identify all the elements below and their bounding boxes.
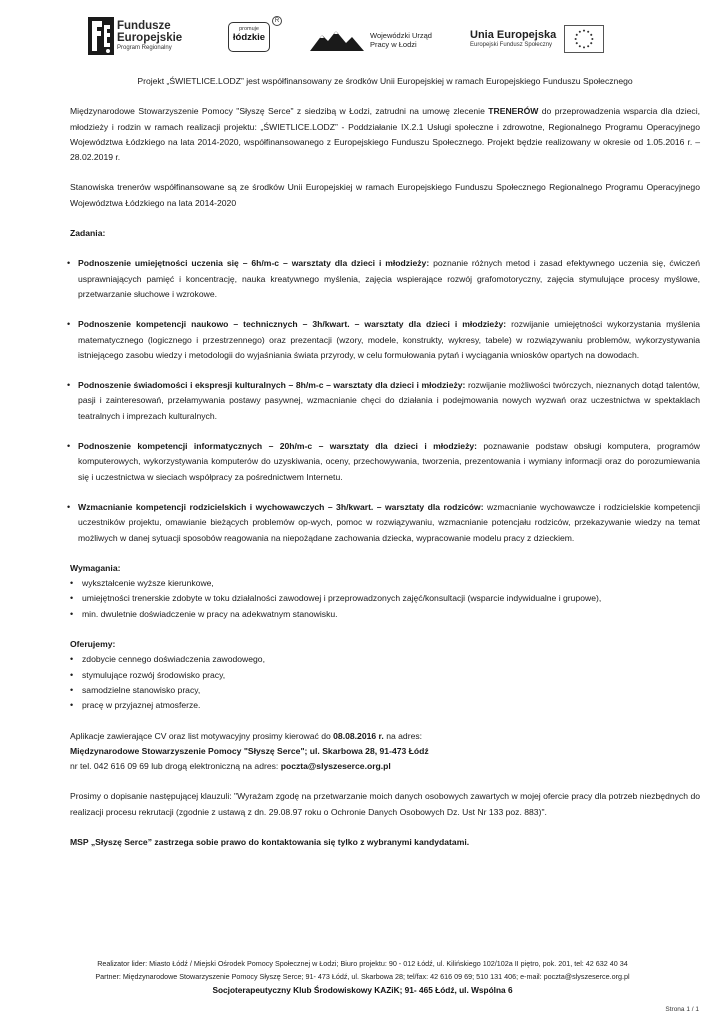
eu-logo	[470, 24, 604, 54]
fe-logo-line1: Fundusze	[117, 20, 171, 33]
task-description: rozwijanie umiejętności wykorzystania myślenia matematycznego (logicznego i przestrzennego) oraz prezentacji (wzory, modele, konstrukty, wykresy, tabele) w rozwiązywaniu problemów, wykorzystywania istniejącego zasobu wiedzy i metodologii do wyjaśniania świata przyrody, w celu formułowania pytań i wyciągania wniosków opartych na dowodach.	[78, 319, 700, 360]
task-description: poznanie różnych metod i zasad efektywnego uczenia się, ćwiczeń usprawniających pamięć i koncentrację, nauka kreatywnego myślenia, zajęcia wspierające rozwój grafomotoryczny, zajęcia stymulujące procesy myślowe, przetwarzanie słuchowe i wzrokowe.	[78, 258, 700, 299]
wup-lodz-logo	[310, 26, 432, 54]
task-title: Podnoszenie świadomości i ekspresji kulturalnych – 8h/m-c – warsztaty dla dzieci i młodzieży:	[78, 380, 466, 391]
requirement-text: umiejętności trenerskie zdobyte w toku działalności zawodowej i przeprowadzonych zajęć/konsultacji (wsparcie indywidualne i grupowe),	[82, 593, 602, 604]
fe-mark-icon	[88, 17, 114, 55]
footer-lead-realizer: Realizator lider: Miasto Łódź / Miejski Ośrodek Pomocy Społecznej w Łodzi; Biuro projektu: 90 - 012 Łódź, ul. Kilińskiego 102/102a II piętro, pok. 201, tel: 42 632 40 34	[97, 959, 628, 968]
task-item	[67, 317, 700, 363]
bullet: •	[70, 578, 74, 589]
bullet: •	[67, 441, 71, 452]
task-title: Wzmacnianie kompetencji rodzicielskich i wychowawczych – 3h/kwart. – warsztaty dla rodziców:	[78, 501, 484, 512]
funding-paragraph: Stanowiska trenerów współfinansowane są ze środków Unii Europejskiej w ramach Europejskiego Funduszu Społecznego Regionalnego Programu Operacyjnego Województwa Łódzkiego na lata 2014-2020	[70, 182, 700, 208]
task-description: poznawanie podstaw obsługi komputera, programów komputerowych, wykorzystywania komputerów do uzyskiwania, oceny, przechowywania, tworzenia, prezentowania i wymiany informacji oraz do porozumiewania się i uczestnictwa w sieciach współpracy za pośrednictwem Internetu.	[78, 441, 700, 482]
employer-text-start: Międzynarodowe Stowarzyszenie Pomocy "Słyszę Serce" z siedzibą w Łodzi, zatrudni na umowę zlecenie	[70, 106, 489, 117]
bullet: •	[70, 669, 74, 680]
bullet: •	[67, 501, 71, 512]
task-item	[67, 500, 700, 546]
task-description: rozwijanie możliwości twórczych, nieznanych dotąd talentów, pasji i zainteresowań, przełamywania postawy pasywnej, wzmacnianie chęci do działania i podejmowania nowych wyzwań oraz uczestnictwa w spektaklach teatralnych i imprezach kulturalnych.	[78, 380, 700, 421]
closing-note: MSP „Słyszę Serce” zastrzega sobie prawo do kontaktowania się tylko z wybranymi kandydatami.	[70, 836, 470, 847]
lodzkie-logo-box	[228, 22, 270, 52]
offer-item	[70, 652, 700, 667]
offer-heading: Oferujemy:	[70, 639, 116, 650]
gdpr-clause: Prosimy o dopisanie następującej klauzuli: "Wyrażam zgodę na przetwarzanie moich danych osobowych zawartych w mojej ofercie pracy dla potrzeb niezbędnych do realizacji procesu rekrutacji (zgodnie z ustawą z dn. 29.08.97 roku o Ochronie Danych Osobowych Dz. Ust Nr 133 poz. 883)".	[70, 791, 700, 817]
lodzkie-logo	[228, 16, 282, 54]
bullet: •	[67, 380, 71, 391]
requirement-item	[70, 591, 700, 606]
task-title: Podnoszenie umiejętności uczenia się – 6h/m-c – warsztaty dla dzieci i młodzieży:	[78, 258, 430, 269]
tasks-heading: Zadania:	[70, 228, 106, 239]
task-description: wzmacnianie wychowawcze i rodzicielskie kompetencji uczestników projektu, omawianie bieżących problemów op-wych, pomoc w rozwiązywaniu, wzmacnianie potencjału rodziców, przekazywanie wiedzy na temat możliwych w danej sytuacji sposobów reagowania na niepożądane zachowania dziecka, wypracowanie modelu pracy z dzieckiem.	[78, 501, 700, 543]
wup-logo-line2: Pracy w Łodzi	[370, 40, 417, 49]
task-item	[67, 378, 700, 424]
application-address: Międzynarodowe Stowarzyszenie Pomocy "Słyszę Serce"; ul. Skarbowa 28, 91-473 Łódź	[70, 745, 429, 756]
fundusze-europejskie-logo	[88, 16, 182, 56]
page-number: Strona 1 / 1	[665, 1006, 699, 1013]
eu-logo-line2: Europejski Fundusz Społeczny	[470, 42, 553, 48]
employer-paragraph	[70, 104, 700, 165]
lodzkie-logo-big: łódzkie	[232, 32, 266, 43]
registered-mark-icon: R	[272, 16, 282, 26]
task-item	[67, 439, 700, 485]
offer-item	[70, 668, 700, 683]
document-body	[67, 74, 701, 850]
application-email[interactable]: poczta@slyszeserce.org.pl	[280, 761, 391, 772]
position-title: TRENERÓW	[488, 106, 539, 117]
employer-text-end: do przeprowadzenia wsparcia dla dzieci, młodzieży i rodzin w ramach realizacji projektu: „ŚWIETLICE.LODZ” - Poddziałanie IX.2.1 Usługi społeczne i zdrowotne, Regionalnego Programu Operacyjnego Województwa Łódzkiego na lata 2014-2020, współfinansowanego z Europejskiego Funduszu Społecznego. Projekt będzie realizowany w okresie od 1.05.2016 r. – 28.02.2019 r.	[70, 106, 701, 163]
application-deadline: 08.08.2016 r.	[333, 730, 384, 741]
application-text: Aplikacje zawierające CV oraz list motywacyjny prosimy kierować do	[70, 730, 334, 741]
offer-list	[70, 652, 700, 713]
requirements-heading: Wymagania:	[70, 562, 121, 573]
fe-logo-line3: Program Regionalny	[117, 45, 172, 52]
mountains-icon	[310, 29, 364, 51]
eu-flag-icon	[564, 25, 604, 53]
application-line3	[70, 759, 700, 774]
application-line1	[70, 729, 700, 744]
tasks-list	[67, 256, 700, 545]
fe-logo-line2: Europejskie	[117, 32, 183, 45]
requirements-list	[70, 576, 700, 622]
lodzkie-logo-small: promuje	[239, 26, 259, 32]
offer-text: samodzielne stanowisko pracy,	[82, 684, 201, 695]
requirement-item	[70, 576, 700, 591]
project-intro: Projekt „ŚWIETLICE.LODZ” jest współfinansowany ze środków Unii Europejskiej w ramach Europejskiego Funduszu Społecznego	[137, 76, 633, 86]
footer-club: Socjoterapeutyczny Klub Środowiskowy KAZiK; 91- 465 Łódź, ul. Wspólna 6	[212, 985, 513, 995]
bullet: •	[70, 608, 74, 619]
offer-text: stymulujące rozwój środowisko pracy,	[82, 669, 226, 680]
offer-item	[70, 698, 700, 713]
application-phone-text: nr tel. 042 616 09 69 lub drogą elektroniczną na adres:	[70, 761, 281, 772]
application-text-end: na adres:	[383, 730, 423, 741]
task-title: Podnoszenie kompetencji naukowo – technicznych – 3h/kwart. – warsztaty dla dzieci i młodzieży:	[78, 319, 507, 330]
bullet: •	[67, 258, 71, 269]
bullet: •	[70, 654, 74, 665]
offer-text: zdobycie cennego doświadczenia zawodowego,	[82, 654, 265, 665]
requirement-item	[70, 607, 700, 622]
task-item	[67, 256, 700, 302]
requirement-text: wykształcenie wyższe kierunkowe,	[82, 578, 214, 589]
bullet: •	[70, 593, 74, 604]
wup-logo-line1: Wojewódzki Urząd	[370, 31, 432, 40]
bullet: •	[70, 684, 74, 695]
requirement-text: min. dwuletnie doświadczenie w pracy na adekwatnym stanowisku.	[82, 608, 338, 619]
offer-text: pracę w przyjaznej atmosferze.	[82, 700, 201, 711]
footer-partner: Partner: Międzynarodowe Stowarzyszenie Pomocy Słyszę Serce; 91- 473 Łódź, ul. Skarbowa 28; tel/fax: 42 616 09 69; 510 131 406; e-mail: poczta@slyszeserce.org.pl	[95, 971, 630, 981]
task-title: Podnoszenie kompetencji informatycznych – 20h/m-c – warsztaty dla dzieci i młodzieży:	[78, 441, 478, 452]
logo-strip	[0, 0, 725, 68]
page-footer	[25, 958, 700, 997]
eu-logo-line1: Unia Europejska	[470, 28, 557, 41]
bullet: •	[67, 319, 71, 330]
bullet: •	[70, 700, 74, 711]
offer-item	[70, 683, 700, 698]
